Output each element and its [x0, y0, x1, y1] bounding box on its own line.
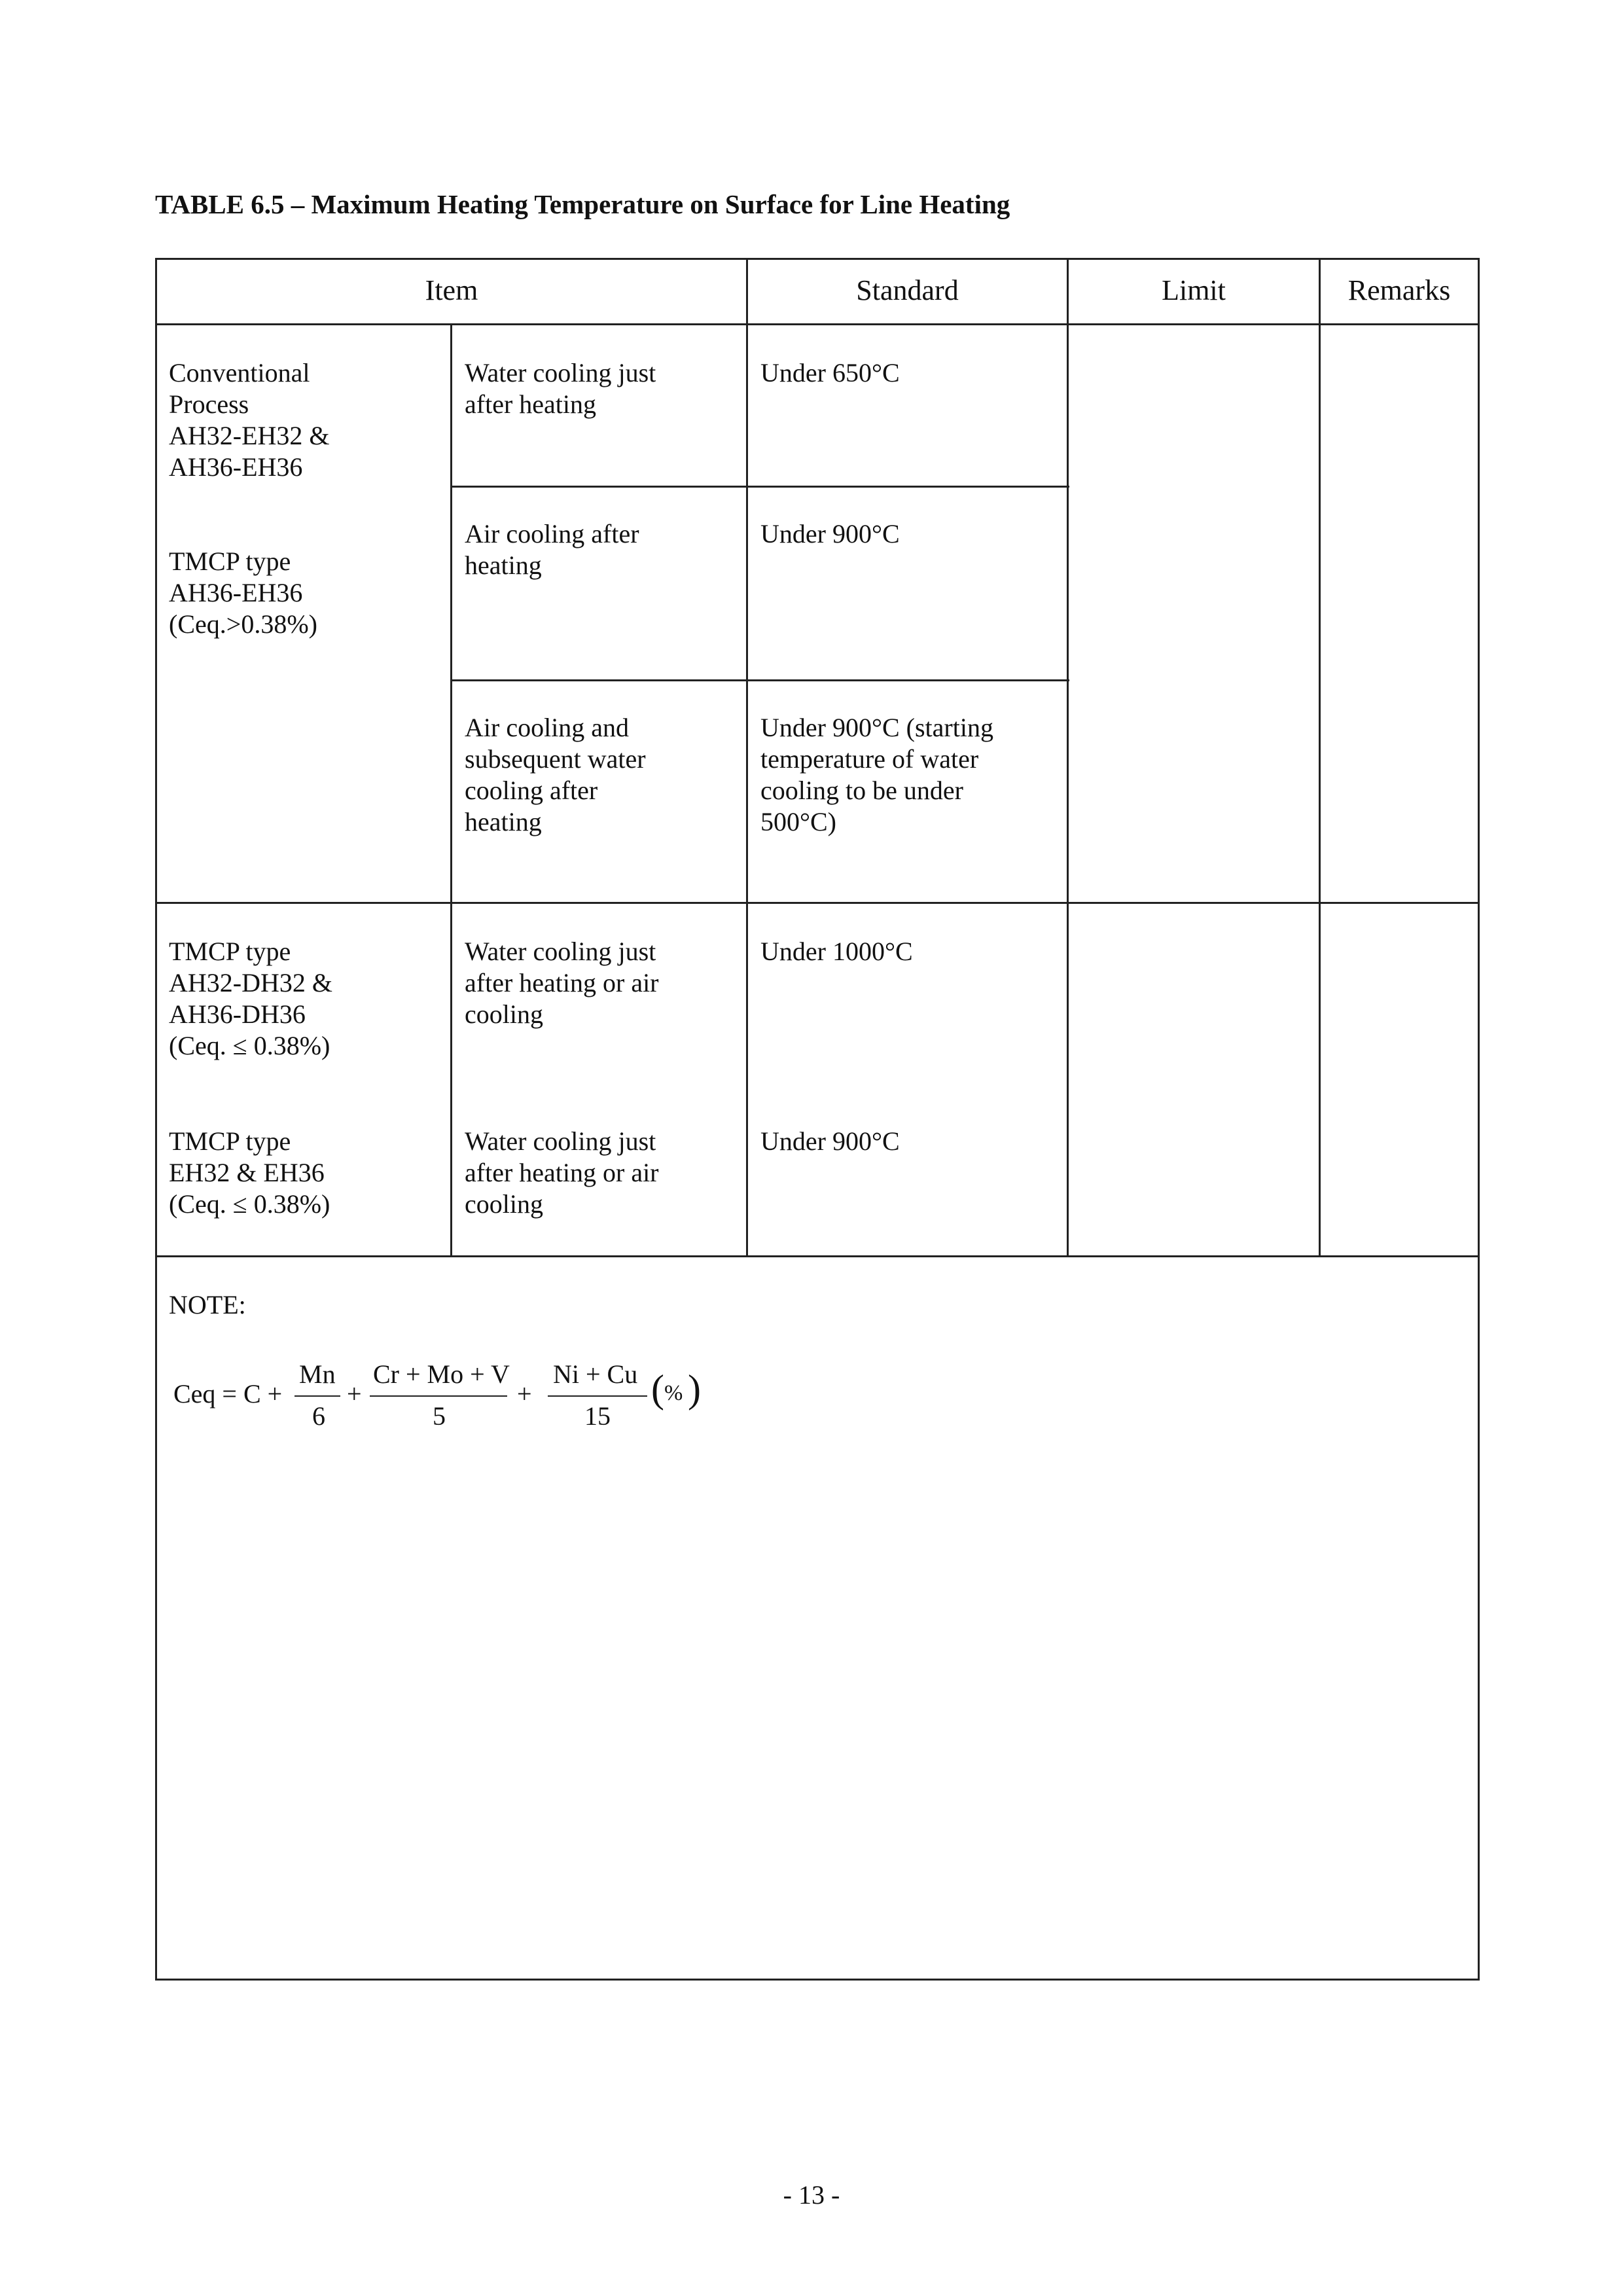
- limit-remarks-divider: [1319, 258, 1321, 1257]
- formula-term1-numerator: Mn: [299, 1359, 336, 1389]
- formula-term3-bar: [548, 1395, 647, 1397]
- heating-temperature-table: [155, 258, 1480, 1981]
- group1-item-conventional: Conventional Process AH32-EH32 & AH36-EH36: [169, 358, 330, 482]
- group2-row1-method: Water cooling just after heating or air cooling: [465, 937, 659, 1029]
- note-divider: [155, 1255, 1480, 1257]
- group2-item-tmcp-e: TMCP type EH32 & EH36 (Ceq. ≤ 0.38%): [169, 1126, 330, 1219]
- group2-row2-method: Water cooling just after heating or air cooling: [465, 1126, 659, 1219]
- header-standard: Standard: [856, 274, 959, 306]
- formula-term1-denominator: 6: [312, 1401, 325, 1431]
- group1-item-tmcp: TMCP type AH36-EH36 (Ceq.>0.38%): [169, 547, 317, 639]
- formula-plus1: +: [347, 1379, 362, 1408]
- formula-term1-bar: [294, 1395, 340, 1397]
- item-standard-divider: [746, 258, 748, 1257]
- header-remarks: Remarks: [1347, 274, 1451, 306]
- group1-row3-standard: Under 900°C (starting temperature of water cooling to be under 500°C): [760, 713, 993, 836]
- table-title: TABLE 6.5 – Maximum Heating Temperature on Surface for Line Heating: [155, 189, 1010, 219]
- note-label: NOTE:: [169, 1290, 246, 1319]
- formula-lhs: Ceq = C +: [173, 1379, 283, 1408]
- formula-plus2: +: [517, 1379, 532, 1408]
- standard-limit-divider: [1067, 258, 1069, 1257]
- formula-term2-numerator: Cr + Mo + V: [373, 1359, 510, 1389]
- formula-term3-denominator: 15: [584, 1401, 611, 1431]
- header-item: Item: [425, 274, 478, 306]
- group2-row1-standard: Under 1000°C: [760, 937, 913, 966]
- row-divider-1: [452, 486, 1069, 488]
- page-number: - 13 -: [783, 2180, 840, 2210]
- group2-row2-standard: Under 900°C: [760, 1126, 900, 1156]
- formula-right-paren: ): [688, 1367, 701, 1410]
- item-subdivider: [450, 323, 452, 1257]
- formula-term3-numerator: Ni + Cu: [553, 1359, 638, 1389]
- group1-row2-standard: Under 900°C: [760, 519, 900, 548]
- row-divider-2: [452, 679, 1069, 681]
- header-limit: Limit: [1162, 274, 1226, 306]
- group1-row1-method: Water cooling just after heating: [465, 358, 656, 419]
- formula-term2-bar: [370, 1395, 507, 1397]
- formula-term2-denominator: 5: [433, 1401, 446, 1431]
- header-divider: [155, 323, 1480, 325]
- group1-row2-method: Air cooling after heating: [465, 519, 639, 580]
- group2-item-tmcp-ad: TMCP type AH32-DH32 & AH36-DH36 (Ceq. ≤ 0.38%): [169, 937, 332, 1060]
- ceq-formula: [173, 1361, 710, 1440]
- formula-unit: %: [664, 1381, 683, 1405]
- group-divider: [155, 902, 1480, 904]
- group1-row3-method: Air cooling and subsequent water cooling after heating: [465, 713, 646, 836]
- group1-row1-standard: Under 650°C: [760, 358, 900, 387]
- formula-left-paren: (: [651, 1367, 664, 1410]
